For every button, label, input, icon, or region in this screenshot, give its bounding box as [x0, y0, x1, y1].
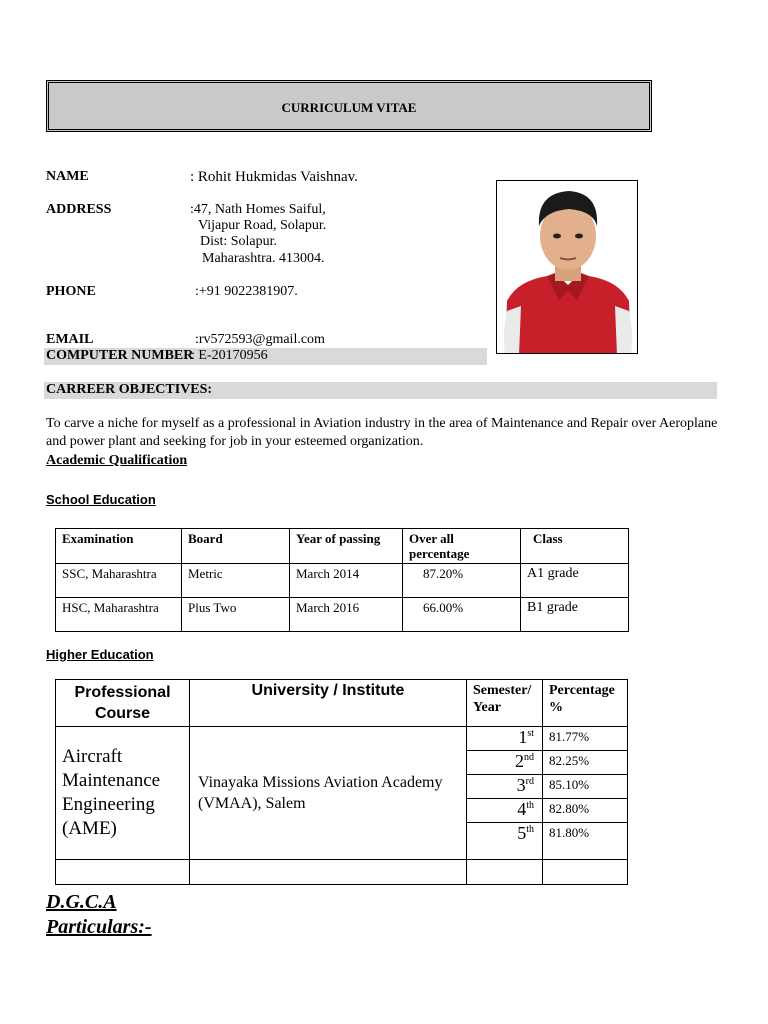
computer-number-value: : E-20170956	[191, 348, 268, 363]
dgca-heading	[46, 890, 152, 940]
academic-heading: Academic Qualification	[46, 453, 188, 468]
email-value: :rv572593@gmail.com	[195, 332, 325, 347]
phone-value: :+91 9022381907.	[195, 284, 298, 299]
objectives-heading-bar	[44, 382, 717, 399]
objectives-text-line-1: To carve a niche for myself as a professional in Aviation industry in the area of Maintenance and Repair over Aeroplane	[46, 416, 718, 431]
objectives-text-line-2: and power plant and seeking for job in your esteemed organization.	[46, 434, 424, 449]
school-col-class: Class	[521, 529, 629, 564]
semester-percentage: 85.10%	[543, 775, 628, 799]
empty-cell	[467, 860, 543, 885]
higher-col-semester: Semester/ Year	[467, 680, 543, 727]
school-cell: SSC, Maharashtra	[56, 564, 182, 598]
name-value: : Rohit Hukmidas Vaishnav.	[190, 169, 358, 185]
school-col-percentage: Over all percentage	[403, 529, 521, 564]
school-table	[55, 528, 629, 632]
name-label: NAME	[46, 169, 89, 184]
course-name: Aircraft Maintenance Engineering (AME)	[56, 727, 190, 860]
semester-number: 1	[518, 727, 528, 747]
school-cell: HSC, Maharashtra	[56, 598, 182, 632]
address-line-2: Vijapur Road, Solapur.	[198, 218, 327, 233]
dgca-heading-line-1: D.G.C.A	[46, 891, 117, 913]
higher-col-course: Professional Course	[56, 680, 190, 727]
cv-title-box	[46, 80, 652, 132]
dgca-heading-line-2: Particulars:-	[46, 916, 152, 938]
semester-number: 3	[516, 775, 526, 795]
higher-heading: Higher Education	[46, 647, 154, 662]
semester-number: 4	[517, 799, 527, 819]
empty-cell	[543, 860, 628, 885]
semester-number: 2	[515, 751, 524, 771]
semester-suffix: th	[526, 800, 534, 811]
semester-percentage: 81.80%	[543, 823, 628, 860]
page-title: CURRICULUM VITAE	[281, 100, 417, 115]
semester-suffix: th	[526, 824, 534, 835]
empty-cell	[56, 860, 190, 885]
semester-suffix: st	[527, 728, 534, 739]
school-heading: School Education	[46, 492, 156, 507]
address-line-1: :47, Nath Homes Saiful,	[190, 202, 326, 217]
university-name: Vinayaka Missions Aviation Academy (VMAA), Salem	[190, 727, 467, 860]
semester-suffix: nd	[524, 752, 534, 763]
table-row	[56, 727, 628, 751]
computer-number-label: COMPUTER NUMBER	[46, 348, 194, 363]
school-col-board: Board	[182, 529, 290, 564]
profile-photo	[496, 180, 638, 354]
school-table-header	[56, 529, 629, 564]
school-cell: A1 grade	[521, 564, 629, 598]
objectives-heading: CARREER OBJECTIVES:	[46, 382, 213, 397]
semester-suffix: rd	[525, 776, 534, 787]
school-col-year: Year of passing	[290, 529, 403, 564]
school-col-examination: Examination	[56, 529, 182, 564]
school-cell: 66.00%	[403, 598, 521, 632]
school-cell: March 2014	[290, 564, 403, 598]
school-cell: Plus Two	[182, 598, 290, 632]
semester-cell	[467, 727, 543, 751]
school-cell: Metric	[182, 564, 290, 598]
computer-number-row	[44, 348, 487, 365]
semester-number: 5	[517, 823, 527, 843]
school-cell: B1 grade	[521, 598, 629, 632]
phone-label: PHONE	[46, 284, 96, 299]
address-line-3: Dist: Solapur.	[200, 234, 278, 249]
higher-table-header	[56, 680, 628, 727]
semester-cell	[467, 823, 543, 860]
semester-cell	[467, 799, 543, 823]
semester-percentage: 81.77%	[543, 727, 628, 751]
address-line-4: Maharashtra. 413004.	[202, 251, 325, 266]
empty-cell	[190, 860, 467, 885]
higher-table	[55, 679, 628, 885]
semester-percentage: 82.80%	[543, 799, 628, 823]
email-label: EMAIL	[46, 332, 94, 347]
higher-col-percentage: Percentage %	[543, 680, 628, 727]
semester-cell	[467, 775, 543, 799]
table-row	[56, 564, 629, 598]
higher-col-university: University / Institute	[190, 680, 467, 727]
person-portrait-icon	[497, 181, 638, 354]
address-label: ADDRESS	[46, 202, 112, 217]
school-cell: 87.20%	[403, 564, 521, 598]
school-cell: March 2016	[290, 598, 403, 632]
table-row-empty	[56, 860, 628, 885]
semester-cell	[467, 751, 543, 775]
semester-percentage: 82.25%	[543, 751, 628, 775]
table-row	[56, 598, 629, 632]
